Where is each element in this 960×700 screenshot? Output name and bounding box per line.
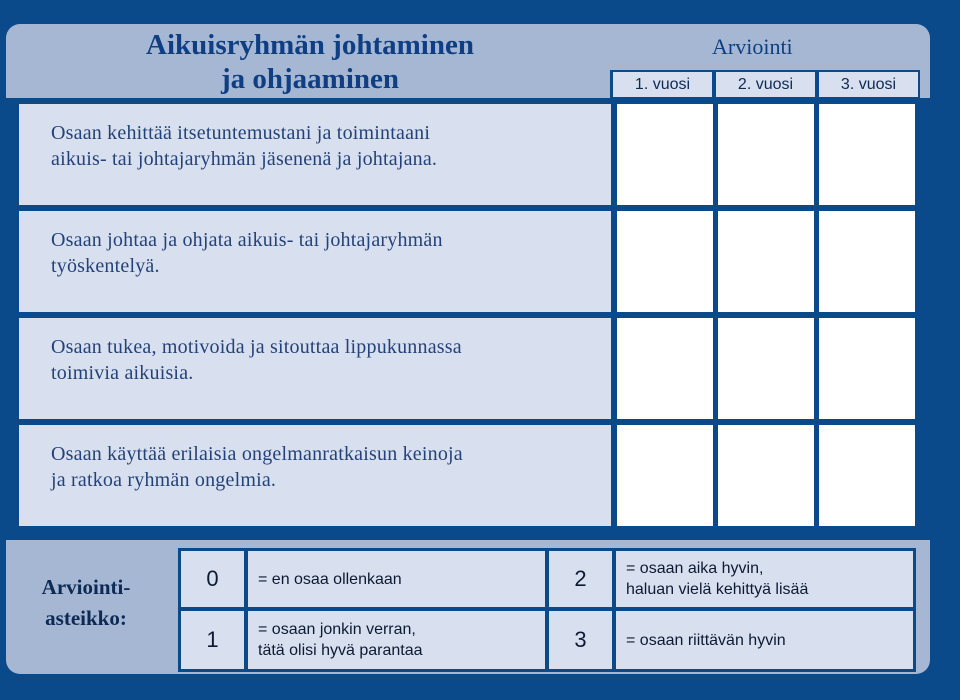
page-title: [60, 28, 560, 96]
assessment-cell[interactable]: [617, 425, 713, 526]
skill-text-3: [51, 334, 591, 386]
scale-desc-3-line-1: = osaan riittävän hyvin: [626, 631, 786, 649]
assessment-cell[interactable]: [718, 318, 814, 419]
skill-1-line-2: aikuis- tai johtajaryhmän jäsenenä ja johtajana.: [51, 148, 438, 170]
scale-desc-1-line-1: = osaan jonkin verran,: [258, 621, 416, 638]
assessment-cell[interactable]: [718, 211, 814, 312]
skill-4-line-1: Osaan käyttää erilaisia ongelmanratkaisun keinoja: [51, 443, 463, 465]
title-line-1: Aikuisryhmän johtaminen: [146, 29, 474, 61]
scale-desc-1: [248, 611, 545, 669]
skill-4-line-2: ja ratkoa ryhmän ongelmia.: [51, 469, 277, 491]
skill-2-line-1: Osaan johtaa ja ohjata aikuis- tai johtajaryhmän: [51, 229, 443, 251]
scale-desc-2: [616, 551, 913, 607]
assessment-cell[interactable]: [718, 104, 814, 205]
skill-3-line-2: toimivia aikuisia.: [51, 362, 194, 384]
scale-label-line-1: Arviointi-: [41, 575, 131, 599]
scale-value-1: 1: [181, 611, 244, 669]
year-1-header: 1. vuosi: [613, 72, 712, 97]
assessment-cell[interactable]: [819, 211, 915, 312]
skill-text-4: [51, 441, 591, 493]
scale-legend: [178, 548, 916, 672]
year-3-header: 3. vuosi: [819, 72, 918, 97]
skill-row-4: [19, 425, 611, 526]
skill-2-line-2: työskentelyä.: [51, 255, 160, 277]
scale-desc-2-line-2: haluan vielä kehittyä lisää: [626, 581, 809, 598]
skill-text-2: [51, 227, 591, 279]
scale-label: [22, 572, 150, 634]
skill-row-1: [19, 104, 611, 205]
assessment-cell[interactable]: [617, 318, 713, 419]
scale-desc-1-line-2: tätä olisi hyvä parantaa: [258, 642, 423, 659]
year-2-header: 2. vuosi: [716, 72, 815, 97]
scale-value-3: 3: [549, 611, 612, 669]
skill-text-1: [51, 120, 591, 172]
assessment-cell[interactable]: [819, 318, 915, 419]
scale-value-0: 0: [181, 551, 244, 607]
scale-desc-0-line-1: = en osaa ollenkaan: [258, 570, 402, 588]
scale-value-2: 2: [549, 551, 612, 607]
year-header-row: [610, 70, 920, 99]
scale-desc-3: [616, 611, 913, 669]
assessment-cell[interactable]: [718, 425, 814, 526]
evaluation-heading: Arviointi: [712, 34, 793, 59]
skill-3-line-1: Osaan tukea, motivoida ja sitouttaa lippukunnassa: [51, 336, 462, 358]
scale-label-line-2: asteikko:: [45, 606, 127, 630]
scale-desc-2-line-1: = osaan aika hyvin,: [626, 560, 764, 577]
scale-desc-0: [248, 551, 545, 607]
title-line-2: ja ohjaaminen: [220, 63, 400, 95]
skill-row-2: [19, 211, 611, 312]
assessment-cell[interactable]: [819, 425, 915, 526]
skill-1-line-1: Osaan kehittää itsetuntemustani ja toimintaani: [51, 122, 431, 144]
assessment-cell[interactable]: [617, 104, 713, 205]
skill-row-3: [19, 318, 611, 419]
assessment-cell[interactable]: [617, 211, 713, 312]
assessment-cell[interactable]: [819, 104, 915, 205]
